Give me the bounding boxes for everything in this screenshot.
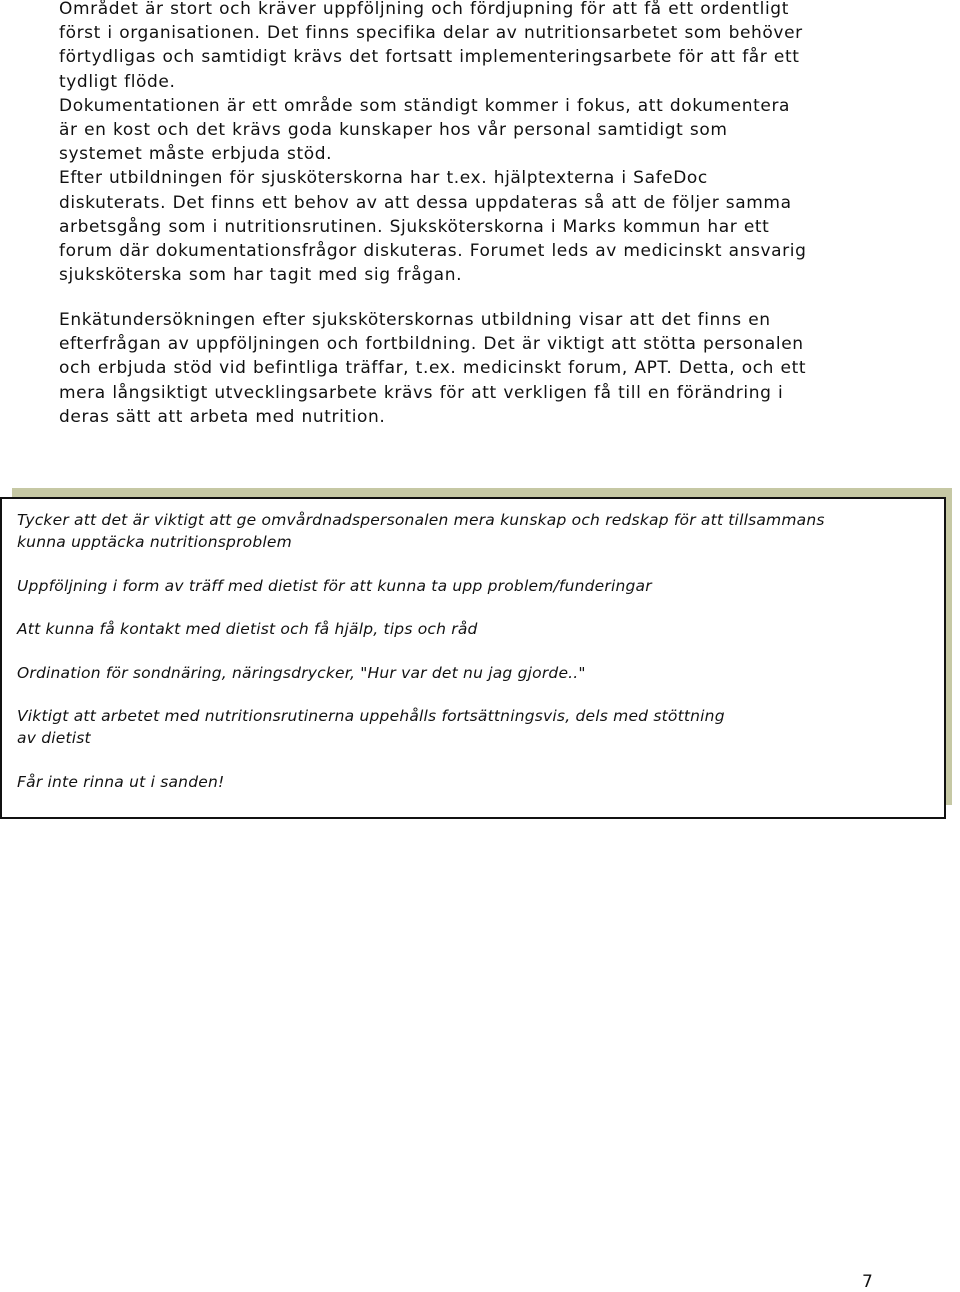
paragraph-survey-results [59, 308, 899, 429]
text-line: Området är stort och kräver uppföljning och fördjupning för att få ett ordentligt [59, 0, 789, 19]
page-number: 7 [862, 1272, 873, 1292]
text-line: och erbjuda stöd vid befintliga träffar, t.ex. medicinskt forum, APT. Detta, och ett [59, 358, 807, 379]
text-line: tydligt flöde. [59, 71, 176, 92]
text-line: deras sätt att arbeta med nutrition. [59, 406, 386, 427]
quote-item [17, 662, 937, 684]
quote-line: av dietist [17, 729, 91, 747]
quote-line: Viktigt att arbetet med nutritionsrutinerna uppehålls fortsättningsvis, dels med stöttning [17, 707, 725, 725]
text-line: Enkätundersökningen efter sjuksköterskornas utbildning visar att det finns en [59, 310, 771, 330]
text-line: forum där dokumentationsfrågor diskuteras. Forumet leds av medicinskt ansvarig [59, 241, 807, 262]
text-line: diskuterats. Det finns ett behov av att dessa uppdateras så att de följer samma [59, 192, 792, 213]
text-line: först i organisationen. Det finns specifika delar av nutritionsarbetet som behöver [59, 23, 803, 44]
text-line: förtydligas och samtidigt krävs det fortsatt implementeringsarbete för att får ett [59, 47, 800, 68]
text-line: systemet måste erbjuda stöd. [59, 144, 333, 165]
quote-item [17, 575, 937, 597]
quote-line: kunna upptäcka nutritionsproblem [17, 533, 292, 551]
text-line: Efter utbildningen för sjusköterskorna har t.ex. hjälptexterna i SafeDoc [59, 168, 708, 189]
quote-line: Får inte rinna ut i sanden! [17, 772, 225, 791]
text-line: arbetsgång som i nutritionsrutinen. Sjuksköterskorna i Marks kommun har ett [59, 216, 770, 237]
quote-line: Tycker att det är viktigt att ge omvårdnadspersonalen mera kunskap och redskap för att tillsammans [17, 511, 825, 529]
text-line: mera långsiktigt utvecklingsarbete krävs för att verkligen få till en förändring i [59, 382, 784, 403]
text-line: sjuksköterska som har tagit med sig frågan. [59, 265, 463, 286]
quote-item [17, 618, 937, 640]
quote-item [17, 771, 937, 793]
paragraph-nutrition-followup [59, 0, 899, 287]
quote-box-content [17, 509, 937, 814]
quote-line: Uppföljning i form av träff med dietist för att kunna ta upp problem/funderingar [17, 576, 652, 595]
text-line: Dokumentationen är ett område som ständigt kommer i fokus, att dokumentera [59, 95, 791, 116]
quote-item [17, 705, 937, 749]
quote-item [17, 509, 937, 553]
text-line: är en kost och det krävs goda kunskaper hos vår personal samtidigt som [59, 120, 728, 141]
quote-line: Att kunna få kontakt med dietist och få hjälp, tips och råd [17, 620, 478, 638]
quote-box [0, 497, 946, 819]
quote-line: Ordination för sondnäring, näringsdrycker, "Hur var det nu jag gjorde.." [17, 663, 586, 682]
text-line: efterfrågan av uppföljningen och fortbildning. Det är viktigt att stötta personalen [59, 334, 804, 355]
